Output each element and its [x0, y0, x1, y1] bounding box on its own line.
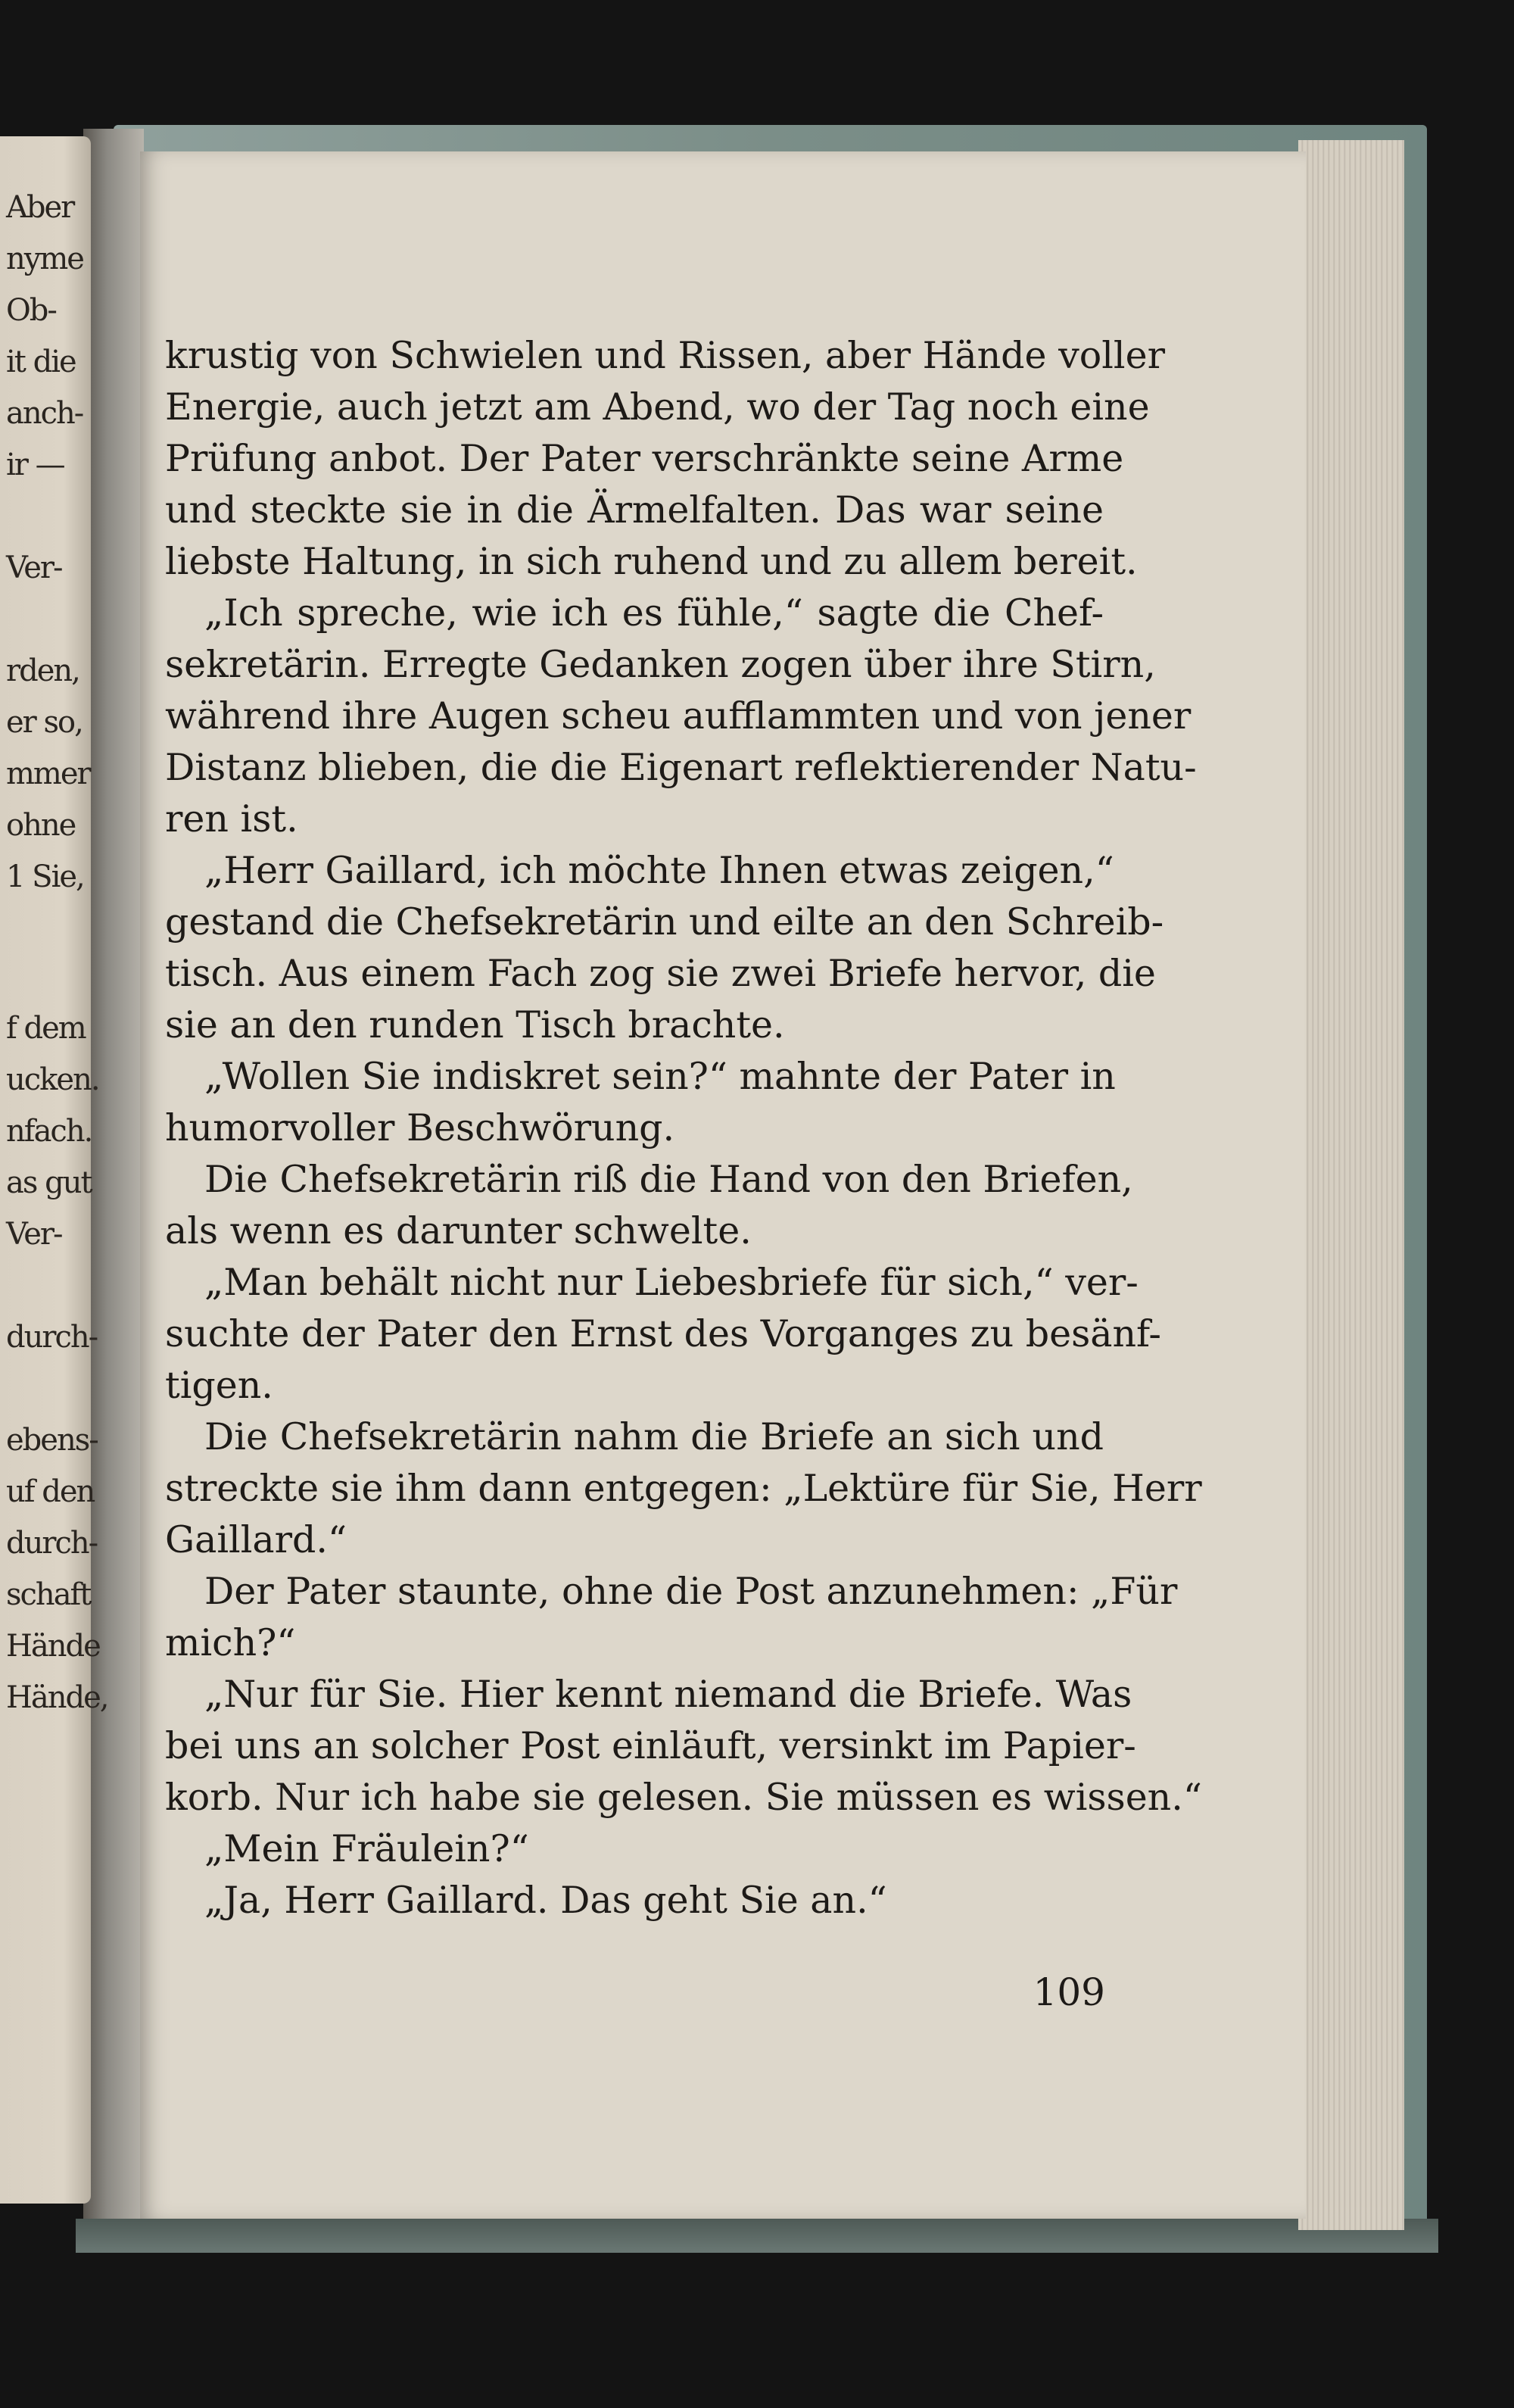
text-line: bei uns an solcher Post einläuft, versinkt im Papier- [165, 1724, 1136, 1767]
text-line: Gaillard.“ [165, 1518, 347, 1561]
left-page-fragment: Ver- [6, 551, 62, 585]
text-line: „Ich spreche, wie ich es fühle,“ sagte die Chef- [204, 591, 1104, 635]
text-line: „Herr Gaillard, ich möchte Ihnen etwas zeigen,“ [204, 849, 1114, 892]
left-page-fragment: schaft [6, 1577, 91, 1612]
text-line: sekretärin. Erregte Gedanken zogen über ihre Stirn, [165, 643, 1156, 686]
left-page-fragment: Aber [6, 190, 74, 225]
left-page-fragment: Hände [6, 1629, 100, 1664]
text-line: korb. Nur ich habe sie gelesen. Sie müssen es wissen.“ [165, 1776, 1202, 1819]
left-page-fragment: Ob- [6, 293, 56, 328]
left-page-fragment: Hände, [6, 1680, 108, 1715]
book-gutter [83, 129, 144, 2219]
text-line: tigen. [165, 1364, 273, 1407]
text-line: mich?“ [165, 1621, 296, 1664]
text-line: humorvoller Beschwörung. [165, 1106, 675, 1149]
text-line: und steckte sie in die Ärmelfalten. Das war seine [165, 488, 1104, 532]
left-page [0, 136, 108, 2204]
text-line: als wenn es darunter schwelte. [165, 1209, 752, 1252]
text-line: gestand die Chefsekretärin und eilte an den Schreib- [165, 900, 1164, 944]
text-line: liebste Haltung, in sich ruhend und zu allem bereit. [165, 540, 1138, 583]
left-page-fragment: er so, [6, 705, 83, 740]
left-page-fragment: ucken. [6, 1062, 99, 1097]
left-page-fragment: rden, [6, 653, 79, 688]
text-line: sie an den runden Tisch brachte. [165, 1003, 785, 1046]
text-line: Der Pater staunte, ohne die Post anzunehmen: „Für [204, 1570, 1178, 1613]
text-line: „Mein Fräulein?“ [204, 1827, 529, 1870]
text-line: ren ist. [165, 797, 298, 841]
text-line: Energie, auch jetzt am Abend, wo der Tag noch eine [165, 385, 1150, 429]
page-edges [1298, 140, 1404, 2230]
left-page-fragment: it die [6, 345, 76, 379]
text-line: Distanz blieben, die die Eigenart reflektierender Natu- [165, 746, 1197, 789]
left-page-fragment: f dem [6, 1011, 86, 1046]
page-number: 109 [1033, 1970, 1105, 2014]
left-page-fragment: durch- [6, 1320, 98, 1355]
text-line: „Ja, Herr Gaillard. Das geht Sie an.“ [204, 1879, 887, 1922]
text-line: Die Chefsekretärin nahm die Briefe an sich und [204, 1415, 1104, 1458]
text-line: tisch. Aus einem Fach zog sie zwei Briefe hervor, die [165, 952, 1156, 995]
left-page-fragment: durch- [6, 1526, 98, 1561]
left-page-fragment: Ver- [6, 1217, 62, 1252]
text-line: „Wollen Sie indiskret sein?“ mahnte der Pater in [204, 1055, 1116, 1098]
text-line: „Man behält nicht nur Liebesbriefe für sich,“ ver- [204, 1261, 1139, 1304]
book-cover-bottom-edge [76, 2219, 1438, 2253]
left-page-fragment: mmer [6, 756, 90, 791]
left-page-fragment: uf den [6, 1474, 95, 1509]
text-line: krustig von Schwielen und Rissen, aber Hände voller [165, 334, 1166, 377]
left-page-fragment: as gut [6, 1165, 92, 1200]
left-page-fragment: nfach. [6, 1114, 92, 1149]
left-page-fragment: anch- [6, 396, 83, 431]
text-line: während ihre Augen scheu aufflammten und von jener [165, 694, 1192, 738]
left-page-fragment: ebens- [6, 1423, 98, 1458]
left-page-fragment: ohne [6, 808, 76, 843]
text-line: streckte sie ihm dann entgegen: „Lektüre für Sie, Herr [165, 1467, 1202, 1510]
left-page-fragment: nyme [6, 242, 83, 276]
left-page-fragment: ir — [6, 448, 64, 482]
text-line: suchte der Pater den Ernst des Vorganges zu besänf- [165, 1312, 1161, 1355]
left-page-fragment: 1 Sie, [6, 859, 84, 894]
text-line: Die Chefsekretärin riß die Hand von den Briefen, [204, 1158, 1133, 1201]
text-line: „Nur für Sie. Hier kennt niemand die Briefe. Was [204, 1673, 1132, 1716]
text-line: Prüfung anbot. Der Pater verschränkte seine Arme [165, 437, 1124, 480]
